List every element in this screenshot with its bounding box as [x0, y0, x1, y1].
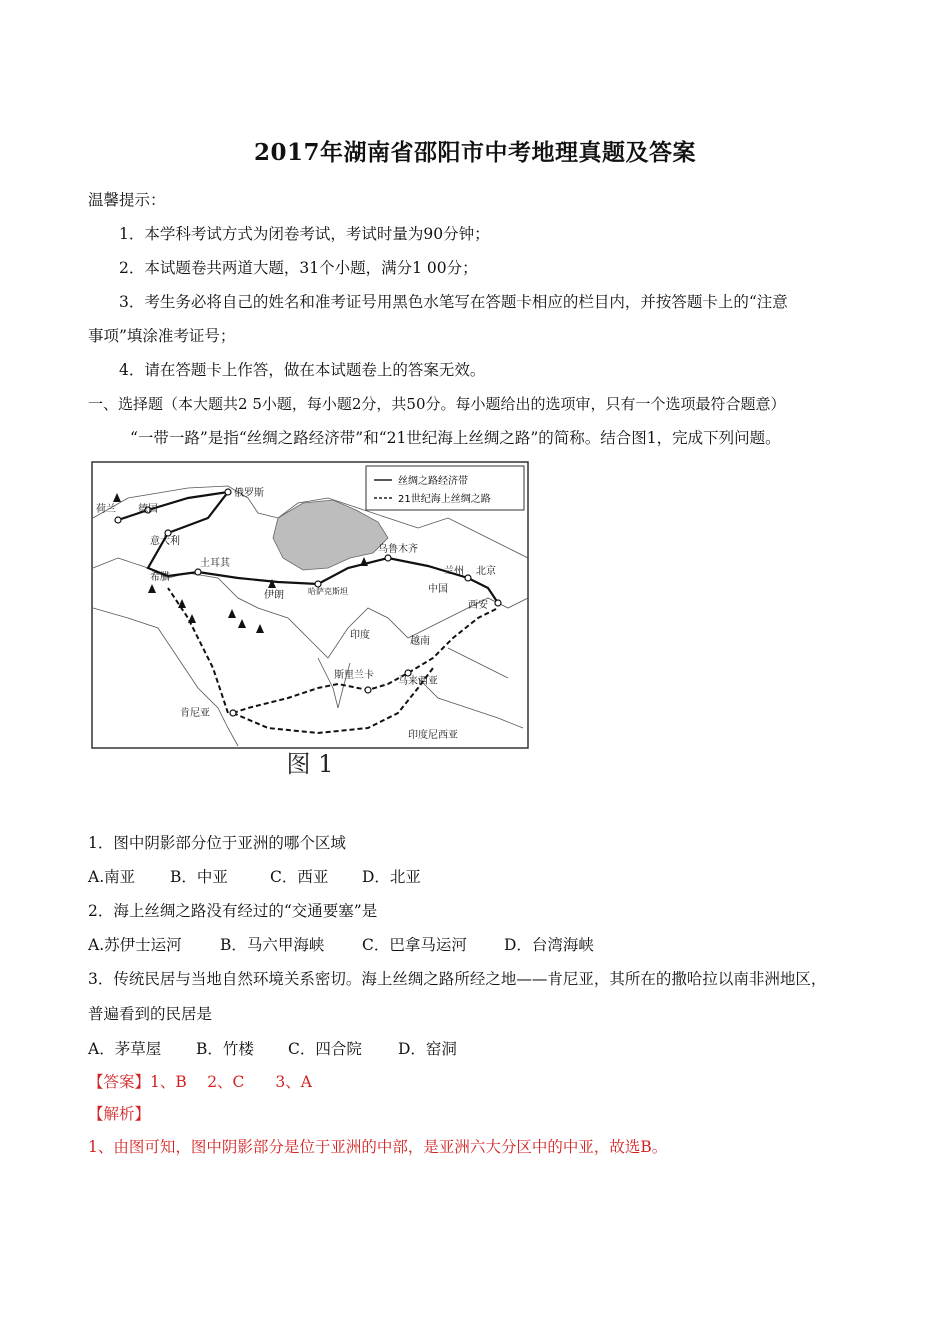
option: D．台湾海峡: [504, 936, 594, 954]
label-netherlands: 荷兰: [96, 504, 116, 515]
figure-caption: 图 1: [286, 750, 334, 778]
question-3-options: [88, 1039, 457, 1059]
question-1-stem: 1．图中阴影部分位于亚洲的哪个区域: [88, 834, 346, 852]
question-1-options: [88, 867, 421, 887]
tips-heading: 温馨提示：: [88, 191, 166, 209]
option: A.苏伊士运河: [88, 936, 182, 954]
question-2-stem: 2．海上丝绸之路没有经过的“交通要塞”是: [88, 902, 378, 920]
option: C．四合院: [288, 1040, 362, 1058]
tip-item: 2．本试题卷共两道大题，31个小题，满分1 00分；: [119, 259, 478, 277]
tip-item: 1．本学科考试方式为闭卷考试，考试时量为90分钟；: [119, 225, 490, 243]
answer-text: 1、B 2、C 3、A: [150, 1073, 312, 1091]
label-turkey: 土耳其: [200, 558, 230, 569]
option: B．马六甲海峡: [220, 936, 325, 954]
option: C．巴拿马运河: [362, 936, 467, 954]
option: C．西亚: [270, 868, 329, 886]
question-2-options: [88, 935, 594, 955]
analysis-label: 【解析】: [88, 1105, 151, 1123]
label-italy: 意大利: [150, 536, 180, 547]
option: A.南亚: [88, 868, 136, 886]
question-3-stem-cont: 普遍看到的民居是: [88, 1005, 213, 1023]
option: B．中亚: [170, 868, 228, 886]
label-xian: 西安: [468, 600, 488, 611]
label-lanzhou: 兰州: [444, 566, 464, 577]
tip-item: 事项”填涂准考证号；: [88, 327, 236, 345]
label-iran: 伊朗: [264, 590, 284, 601]
option: B．竹楼: [196, 1040, 254, 1058]
option: D．窑洞: [398, 1040, 457, 1058]
legend-land-route: 丝绸之路经济带: [398, 476, 468, 487]
label-malaysia: 马来西亚: [398, 676, 438, 687]
tip-item: 4．请在答题卡上作答，做在本试题卷上的答案无效。: [119, 361, 486, 379]
answer-label: 【答案】: [88, 1073, 151, 1091]
label-china: 中国: [428, 584, 448, 595]
analysis-text: 1、由图可知，图中阴影部分是位于亚洲的中部，是亚洲六大分区中的中亚，故选B。: [88, 1138, 668, 1156]
question-3-stem: 3．传统民居与当地自然环境关系密切。海上丝绸之路所经之地——肯尼亚，其所在的撒哈拉以南非洲地区，: [88, 970, 827, 988]
label-germany: 德国: [138, 504, 158, 515]
page-title: 2017年湖南省邵阳市中考地理真题及答案: [253, 139, 696, 166]
label-vietnam: 越南: [410, 636, 430, 647]
label-kenya: 肯尼亚: [180, 708, 210, 719]
question-intro: “一带一路”是指“丝绸之路经济带”和“21世纪海上丝绸之路”的简称。结合图1，完成下列问题。: [130, 429, 781, 447]
answer-line: [88, 1072, 312, 1092]
label-greece: 希腊: [150, 572, 170, 583]
legend-sea-route: 21世纪海上丝绸之路: [398, 494, 491, 505]
label-kazakhstan: 哈萨克斯坦: [308, 587, 348, 596]
label-russia: 俄罗斯: [234, 488, 264, 499]
label-sri-lanka: 斯里兰卡: [334, 670, 374, 681]
label-urumqi: 乌鲁木齐: [378, 544, 418, 555]
option: A．茅草屋: [88, 1040, 162, 1058]
tip-item: 3．考生务必将自己的姓名和准考证号用黑色水笔写在答题卡相应的栏目内，并按答题卡上的“注意: [119, 293, 788, 311]
label-indonesia: 印度尼西亚: [408, 730, 458, 741]
silk-road-map: [88, 458, 532, 784]
option: D．北亚: [362, 868, 421, 886]
label-beijing: 北京: [476, 566, 496, 577]
label-india: 印度: [350, 630, 370, 641]
section-heading: 一、选择题（本大题共2 5小题，每小题2分，共50分。每小题给出的选项审，只有一个选项最符合题意）: [88, 395, 786, 413]
